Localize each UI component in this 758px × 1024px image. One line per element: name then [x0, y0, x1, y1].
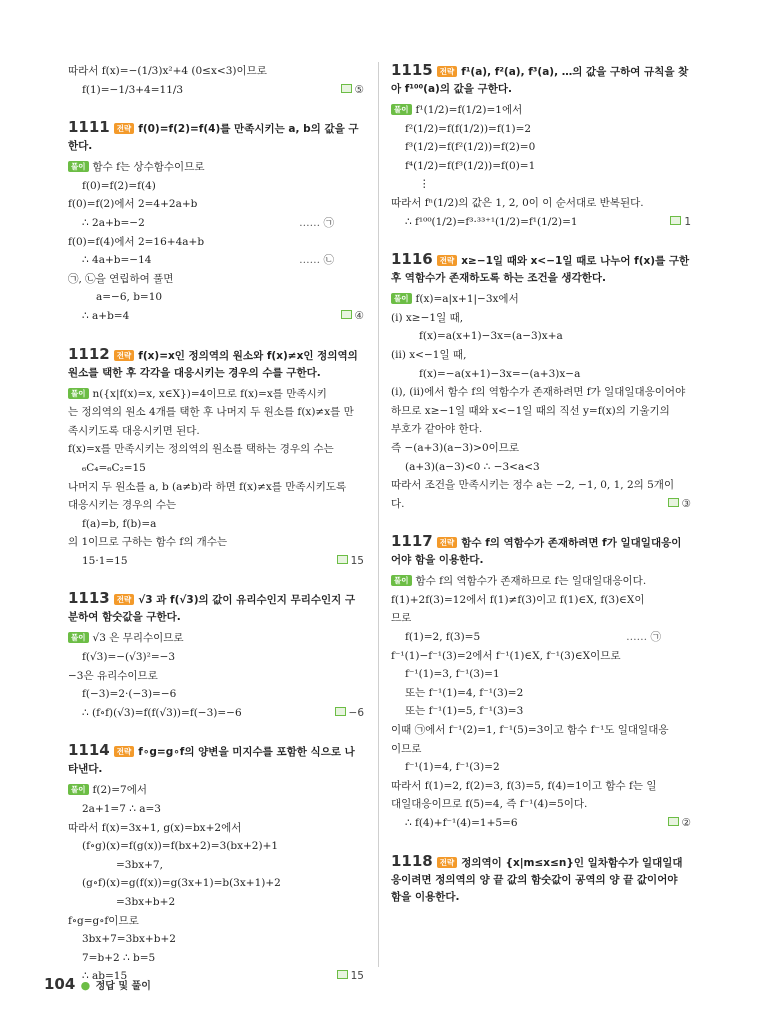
answer-value: 1 [684, 215, 691, 228]
solution-text: f(0)=f(2)=f(4) [82, 179, 156, 192]
solution-text: ∴ 4a+b=−14 [82, 254, 152, 267]
problem-number: 1117 [391, 532, 433, 551]
solution-line [68, 177, 364, 196]
strategy-text: f(x)=x인 정의역의 원소와 f(x)≠x인 정의역의 원소를 택한 후 각각을 대응시키는 경우의 수를 구한다. [68, 349, 358, 379]
page-footer [44, 975, 151, 993]
solution-line [68, 195, 364, 214]
solution-text: 따라서 fⁿ(1/2)의 값은 1, 2, 0이 이 순서대로 반복된다. [391, 196, 644, 209]
solution-line [68, 704, 364, 723]
solution-line [68, 214, 364, 233]
problem-block [391, 533, 691, 832]
solution-text: f(−3)=2·(−3)=−6 [82, 688, 177, 701]
solution-text: a=−6, b=10 [96, 291, 163, 304]
answer-box-icon [670, 216, 681, 225]
strategy-text: 정의역이 {x|m≤x≤n}인 일차함수가 일대일대응이려면 정의역의 양 끝 값의 함숫값이 공역의 양 끝 값이어야 함을 이용한다. [391, 856, 683, 903]
solution-text: −3은 유리수이므로 [68, 669, 158, 682]
solution-text: f³(1/2)=f(f²(1/2))=f(2)=0 [405, 141, 536, 154]
solution-text: 7=b+2 ∴ b=5 [82, 951, 156, 964]
solution-text: (f∘g)(x)=f(g(x))=f(bx+2)=3(bx+2)+1 [82, 840, 279, 853]
solution-text: f(x)=−a(x+1)−3x=−(a+3)x−a [419, 367, 581, 380]
problem-heading [391, 251, 691, 287]
answer-box-icon [668, 817, 679, 826]
solution-line [391, 684, 691, 703]
solution-text: 는 정의역의 원소 4개를 택한 후 나머지 두 원소를 f(x)≠x를 만 [68, 406, 354, 419]
solution-text: (i) x≥−1일 때, [391, 311, 464, 324]
solution-text: f(2)=7에서 [92, 784, 148, 797]
solution-text: 이므로 [391, 742, 422, 755]
solution-line [68, 515, 364, 534]
solution-line [68, 81, 364, 100]
problem-heading [68, 346, 364, 382]
strategy-tag: 전략 [114, 746, 135, 757]
solution-line [391, 777, 691, 796]
solution-tag: 풀이 [68, 632, 89, 643]
answer-box-icon [341, 310, 352, 319]
solution-line [68, 930, 364, 949]
strategy-tag: 전략 [114, 350, 135, 361]
solution-line [68, 288, 364, 307]
solution-line [68, 874, 364, 893]
solution-text: ∴ a+b=4 [82, 309, 130, 322]
solution-text: 2a+1=7 ∴ a=3 [82, 803, 161, 816]
solution-line [68, 459, 364, 478]
solution-text: 의 1이므로 구하는 함수 f의 개수는 [68, 536, 228, 549]
solution-line [68, 552, 364, 571]
solution-text: f¹(1/2)=f(1/2)=1에서 [415, 104, 523, 116]
answer-label [668, 814, 691, 833]
solution-line [391, 628, 691, 647]
solution-text: √3 은 무리수이므로 [92, 632, 184, 645]
footer-label: 정답 및 풀이 [95, 981, 151, 992]
right-column [391, 62, 691, 926]
solution-text: f(x)=a(x+1)−3x=(a−3)x+a [419, 330, 563, 343]
solution-line [391, 309, 691, 328]
solution-text: ㉠, ㉡을 연립하여 풀면 [68, 272, 174, 285]
solution-text: f(0)=f(4)에서 2=16+4a+b [68, 235, 205, 248]
left-column [68, 62, 364, 1006]
solution-line [391, 458, 691, 477]
solution-line [68, 893, 364, 912]
solution-line [391, 721, 691, 740]
solution-text: 3bx+7=3bx+b+2 [82, 933, 176, 946]
solution-text: f(1)=−1/3+4=11/3 [82, 83, 184, 96]
strategy-tag: 전략 [437, 537, 458, 548]
problem-block [391, 853, 691, 906]
solution-line [391, 213, 691, 232]
strategy-text: √3 과 f(√3)의 값이 유리수인지 무리수인지 구분하여 함숫값을 구한다. [68, 594, 356, 624]
solution-text: f⁻¹(1)=4, f⁻¹(3)=2 [405, 761, 500, 774]
solution-line [68, 385, 364, 404]
solution-tag: 풀이 [391, 293, 412, 304]
solution-line [391, 138, 691, 157]
solution-tag: 풀이 [391, 104, 412, 115]
solution-line [391, 420, 691, 439]
solution-line [68, 496, 364, 515]
strategy-tag: 전략 [437, 857, 458, 868]
solution-line [391, 591, 691, 610]
solution-text: f(1)=2, f(3)=5 [405, 631, 481, 644]
answer-label [337, 552, 364, 571]
solution-line [391, 327, 691, 346]
solution-line [68, 62, 364, 81]
problem-heading [68, 590, 364, 626]
solution-line [68, 422, 364, 441]
solution-line [68, 648, 364, 667]
solution-line [68, 912, 364, 931]
problem-heading [68, 119, 364, 155]
solution-text: 부호가 같아야 한다. [391, 423, 483, 436]
solution-line [391, 609, 691, 628]
answer-value: 15 [350, 970, 364, 983]
solution-text: f(x)=x를 만족시키는 정의역의 원소를 택하는 경우의 수는 [68, 443, 334, 456]
solution-text: ∴ 2a+b=−2 [82, 216, 145, 229]
solution-text: f∘g=g∘f이므로 [68, 914, 139, 927]
solution-tag: 풀이 [68, 388, 89, 399]
solution-line [68, 781, 364, 800]
solution-text: ⋮ [419, 178, 430, 191]
solution-line [68, 440, 364, 459]
strategy-text: f(0)=f(2)=f(4)를 만족시키는 a, b의 값을 구한다. [68, 123, 359, 153]
solution-text: 또는 f⁻¹(1)=4, f⁻¹(3)=2 [405, 686, 524, 699]
solution-text: (a+3)(a−3)<0 ∴ −3<a<3 [405, 460, 540, 473]
solution-line [68, 233, 364, 252]
solution-line [68, 533, 364, 552]
solution-line [391, 647, 691, 666]
equation-marker: …… ㉡ [299, 254, 334, 267]
answer-value: ④ [354, 309, 364, 322]
problem-block [68, 590, 364, 722]
solution-text: (ii) x<−1일 때, [391, 348, 467, 361]
solution-text: ∴ ab=15 [82, 970, 128, 983]
solution-text: ∴ f(4)+f⁻¹(4)=1+5=6 [405, 817, 518, 829]
answer-label [670, 213, 691, 232]
solution-line [391, 101, 691, 120]
solution-text: f(1)+2f(3)=12에서 f(1)≠f(3)이고 f(1)∈X, f(3)∈X이 [391, 593, 645, 606]
answer-value: −6 [348, 706, 364, 719]
solution-text: 이때 ㉠에서 f⁻¹(2)=1, f⁻¹(5)=3이고 함수 f⁻¹도 일대일대응 [391, 724, 669, 737]
problem-block [391, 251, 691, 513]
strategy-tag: 전략 [437, 66, 458, 77]
problem-block [68, 62, 364, 99]
solution-line [68, 800, 364, 819]
solution-line [391, 175, 691, 194]
footer-bullet-icon: ● [80, 979, 91, 992]
answer-box-icon [668, 498, 679, 507]
problem-block [68, 346, 364, 571]
answer-box-icon [341, 84, 352, 93]
strategy-text: 함수 f의 역함수가 존재하려면 f가 일대일대응이어야 함을 이용한다. [391, 537, 682, 567]
solution-text: 함수 f는 상수함수이므로 [92, 161, 205, 174]
strategy-tag: 전략 [114, 123, 135, 134]
solution-line [391, 365, 691, 384]
solution-line [68, 478, 364, 497]
strategy-tag: 전략 [114, 594, 135, 605]
solution-text: 나머지 두 원소를 a, b (a≠b)라 하면 f(x)≠x를 만족시키도록 [68, 480, 347, 493]
solution-text: 15·1=15 [82, 554, 128, 567]
solution-line [391, 383, 691, 402]
solution-text: =3bx+b+2 [116, 896, 176, 908]
solution-line [68, 403, 364, 422]
problem-number: 1111 [68, 118, 110, 137]
answer-label [341, 81, 364, 100]
solution-text: 족시키도록 대응시키면 된다. [68, 424, 200, 437]
solution-text: f(√3)=−(√3)²=−3 [82, 651, 176, 664]
solution-line [68, 251, 364, 270]
solution-text: f⁻¹(1)−f⁻¹(3)=2에서 f⁻¹(1)∈X, f⁻¹(3)∈X이므로 [391, 649, 621, 662]
page-number: 104 [44, 975, 76, 993]
strategy-text: x≥−1일 때와 x<−1일 때로 나누어 f(x)를 구한 후 역함수가 존재하도록 하는 조건을 생각한다. [391, 255, 690, 285]
problem-heading [391, 62, 691, 98]
solution-line [68, 629, 364, 648]
problem-heading [68, 742, 364, 778]
problem-number: 1114 [68, 741, 110, 760]
answer-label [337, 967, 364, 986]
solution-line [68, 667, 364, 686]
solution-text: n({x|f(x)=x, x∈X})=4이므로 f(x)=x를 만족시키 [92, 387, 327, 400]
solution-text: f⁴(1/2)=f(f³(1/2))=f(0)=1 [405, 159, 536, 172]
solution-tag: 풀이 [391, 575, 412, 586]
solution-line [68, 158, 364, 177]
problem-block [391, 62, 691, 231]
solution-line [391, 665, 691, 684]
solution-line [391, 702, 691, 721]
answer-label [335, 704, 364, 723]
answer-label [668, 495, 691, 514]
solution-line [68, 819, 364, 838]
solution-line [68, 837, 364, 856]
solution-text: 므로 [391, 612, 412, 625]
solution-text: 즉 −(a+3)(a−3)>0이므로 [391, 441, 520, 454]
solution-line [68, 949, 364, 968]
equation-marker: …… ㉠ [626, 631, 661, 644]
problem-number: 1112 [68, 344, 110, 363]
solution-text: 따라서 f(x)=3x+1, g(x)=bx+2에서 [68, 821, 242, 834]
solution-line [391, 814, 691, 833]
solution-line [391, 157, 691, 176]
solution-text: 따라서 f(1)=2, f(2)=3, f(3)=5, f(4)=1이고 함수 f는 일 [391, 779, 657, 792]
solution-tag: 풀이 [68, 784, 89, 795]
solution-text: 함수 f의 역함수가 존재하므로 f는 일대일대응이다. [415, 575, 647, 588]
problem-heading [391, 853, 691, 906]
strategy-text: f¹(a), f²(a), f³(a), …의 값을 구하여 규칙을 찾아 f¹⁰⁰(a)의 값을 구한다. [391, 66, 689, 95]
answer-label [341, 307, 364, 326]
solution-text: (i), (ii)에서 함수 f의 역함수가 존재하려면 f가 일대일대응이어야 [391, 386, 686, 399]
solution-line [391, 120, 691, 139]
solution-text: 대일대응이므로 f(5)=4, 즉 f⁻¹(4)=5이다. [391, 798, 588, 811]
solution-line [391, 194, 691, 213]
solution-tag: 풀이 [68, 161, 89, 172]
problem-number: 1115 [391, 61, 433, 79]
problem-block [68, 742, 364, 986]
problem-number: 1118 [391, 851, 433, 870]
solution-line [68, 270, 364, 289]
solution-text: (g∘f)(x)=g(f(x))=g(3x+1)=b(3x+1)+2 [82, 877, 281, 890]
solution-line [68, 685, 364, 704]
solution-text: ∴ f¹⁰⁰(1/2)=f³·³³⁺¹(1/2)=f¹(1/2)=1 [405, 215, 578, 228]
solution-line [391, 495, 691, 514]
solution-line [68, 307, 364, 326]
solution-text: 또는 f⁻¹(1)=5, f⁻¹(3)=3 [405, 705, 524, 718]
solution-text: 따라서 f(x)=−(1/3)x²+4 (0≤x<3)이므로 [68, 65, 267, 77]
solution-line [391, 476, 691, 495]
answer-box-icon [335, 707, 346, 716]
solution-line [391, 439, 691, 458]
solution-line [391, 290, 691, 309]
answer-box-icon [337, 970, 348, 979]
solution-line [68, 856, 364, 875]
solution-text: 하므로 x≥−1일 때와 x<−1일 때의 직선 y=f(x)의 기울기의 [391, 404, 670, 417]
answer-value: ② [681, 817, 691, 829]
solution-line [391, 572, 691, 591]
solution-text: f⁻¹(1)=3, f⁻¹(3)=1 [405, 668, 500, 681]
strategy-tag: 전략 [437, 255, 458, 266]
solution-text: f²(1/2)=f(f(1/2))=f(1)=2 [405, 122, 532, 135]
solution-line [391, 402, 691, 421]
column-divider [378, 62, 379, 967]
solution-line [391, 758, 691, 777]
answer-box-icon [337, 555, 348, 564]
problem-block [68, 119, 364, 325]
solution-text: f(0)=f(2)에서 2=4+2a+b [68, 198, 198, 211]
answer-value: ③ [681, 497, 691, 510]
equation-marker: …… ㉠ [299, 216, 334, 229]
problem-number: 1113 [68, 589, 110, 608]
answer-value: ⑤ [354, 83, 364, 96]
solution-text: ₆C₄=₆C₂=15 [82, 461, 146, 474]
solution-text: 다. [391, 497, 405, 510]
problem-heading [391, 533, 691, 569]
strategy-text: f∘g=g∘f의 양변을 미지수를 포함한 식으로 나타낸다. [68, 746, 355, 776]
solution-text: 따라서 조건을 만족시키는 정수 a는 −2, −1, 0, 1, 2의 5개이 [391, 479, 675, 492]
solution-text: ∴ (f∘f)(√3)=f(f(√3))=f(−3)=−6 [82, 706, 242, 719]
solution-text: f(x)=a|x+1|−3x에서 [415, 293, 519, 306]
problem-number: 1116 [391, 250, 433, 269]
solution-line [391, 795, 691, 814]
solution-text: =3bx+7, [116, 858, 163, 871]
solution-text: f(a)=b, f(b)=a [82, 517, 157, 530]
solution-line [391, 346, 691, 365]
answer-value: 15 [350, 554, 364, 567]
solution-line [391, 740, 691, 759]
solution-text: 대응시키는 경우의 수는 [68, 499, 177, 512]
